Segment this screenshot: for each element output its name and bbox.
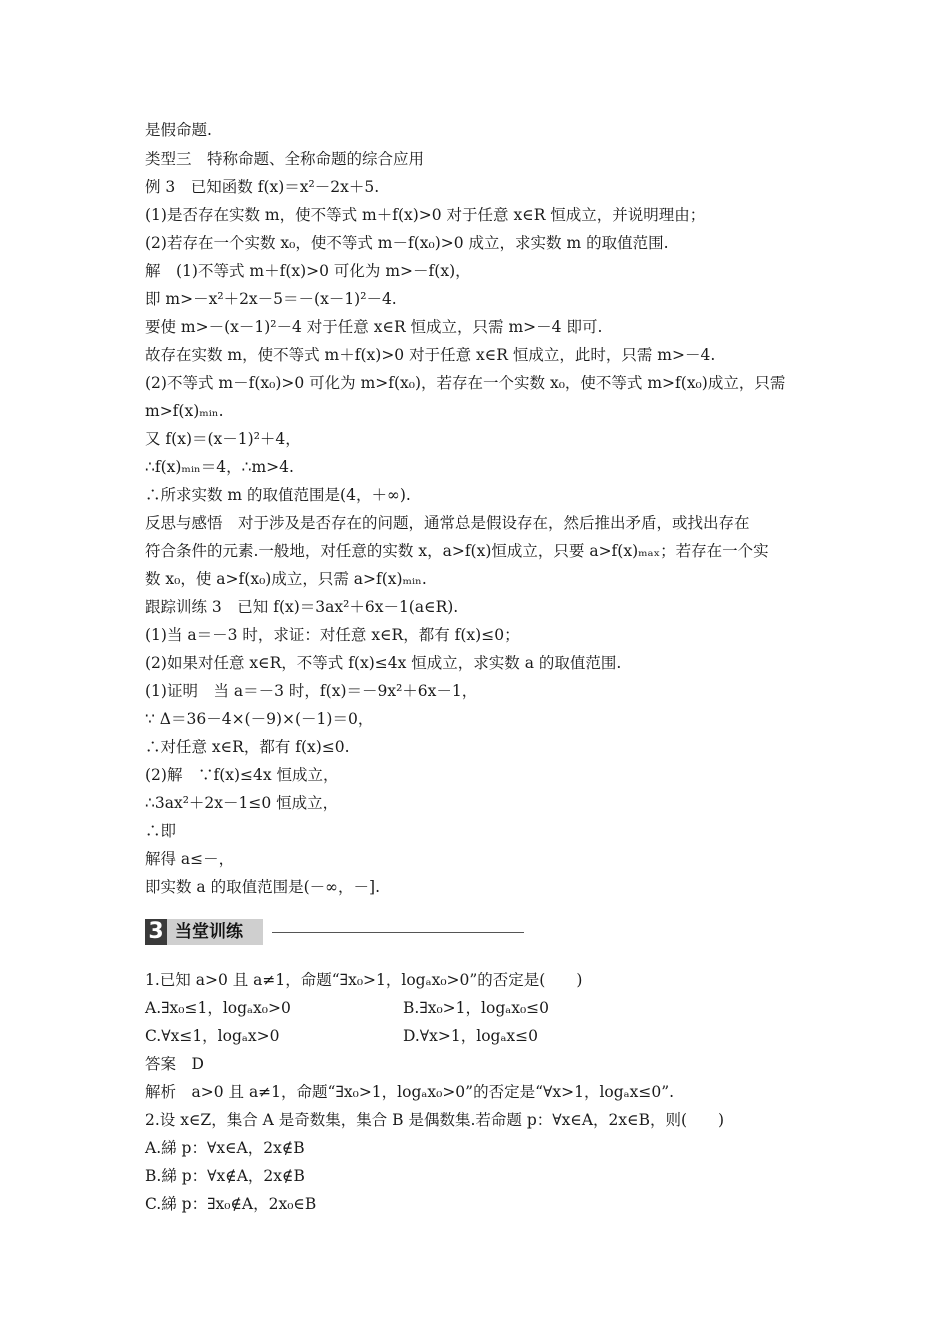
proof-line: ∵ Δ＝36－4×(－9)×(－1)＝0， xyxy=(145,710,374,728)
section-title: 当堂训练 xyxy=(167,919,263,945)
question-1-stem: 1.已知 a>0 且 a≠1，命题“∃x₀>1，logₐx₀>0”的否定是( ) xyxy=(145,971,583,989)
solution-line: 即实数 a 的取值范围是(－∞，－]. xyxy=(145,878,381,896)
solution-line: ∴f(x)ₘᵢₙ＝4，∴m>4. xyxy=(145,458,294,476)
practice-question-2: (2)如果对任意 x∈R，不等式 f(x)≤4x 恒成立，求实数 a 的取值范围. xyxy=(145,654,622,672)
text-line: 是假命题. xyxy=(145,121,212,139)
proof-line: ∴对任意 x∈R，都有 f(x)≤0. xyxy=(145,738,350,756)
solution-line: 即 m>－x²＋2x－5＝－(x－1)²－4. xyxy=(145,290,397,308)
practice-3-title: 跟踪训练 3 已知 f(x)＝3ax²＋6x－1(a∈R). xyxy=(145,598,459,616)
question-2-stem: 2.设 x∈Z，集合 A 是奇数集，集合 B 是偶数集.若命题 p：∀x∈A，2x∈B，则( ) xyxy=(145,1111,725,1129)
solution-line: 要使 m>－(x－1)²－4 对于任意 x∈R 恒成立，只需 m>－4 即可. xyxy=(145,318,603,336)
question-2-option-b: B.綈 p：∀x∉A，2x∉B xyxy=(145,1167,305,1185)
solution-line: 又 f(x)＝(x－1)²＋4， xyxy=(145,430,301,448)
question-1-option-d: D.∀x>1，logₐx≤0 xyxy=(403,1027,539,1045)
question-2-option-c: C.綈 p：∃x₀∉A，2x₀∈B xyxy=(145,1195,317,1213)
example-question-1: (1)是否存在实数 m，使不等式 m＋f(x)>0 对于任意 x∈R 恒成立，并说明理由； xyxy=(145,206,706,224)
reflection-line: 数 x₀，使 a>f(x₀)成立，只需 a>f(x)ₘᵢₙ. xyxy=(145,570,427,588)
solution-line: (2)不等式 m－f(x₀)>0 可化为 m>f(x₀)，若存在一个实数 x₀，使不等式 m>f(x₀)成立，只需 xyxy=(145,374,786,392)
reflection-line: 符合条件的元素.一般地，对任意的实数 x，a>f(x)恒成立，只要 a>f(x)ₘₐₓ；若存在一个实 xyxy=(145,542,769,560)
question-2-option-a: A.綈 p：∀x∈A，2x∉B xyxy=(145,1139,305,1157)
proof-line: (1)证明 当 a＝－3 时，f(x)＝－9x²＋6x－1， xyxy=(145,682,478,700)
solution-line: 解得 a≤－， xyxy=(145,850,235,868)
solution-line: 故存在实数 m，使不等式 m＋f(x)>0 对于任意 x∈R 恒成立，此时，只需 m>－4. xyxy=(145,346,716,364)
section-divider xyxy=(272,932,524,933)
reflection-line: 反思与感悟 对于涉及是否存在的问题，通常总是假设存在，然后推出矛盾，或找出存在 xyxy=(145,514,750,532)
solution-line: m>f(x)ₘᵢₙ. xyxy=(145,402,224,420)
solution-line: ∴即 xyxy=(145,822,177,840)
solution-line: ∴3ax²＋2x－1≤0 恒成立， xyxy=(145,794,339,812)
solution-line: ∴所求实数 m 的取值范围是(4，＋∞). xyxy=(145,486,411,504)
question-1-option-a: A.∃x₀≤1，logₐx₀>0 xyxy=(145,999,291,1017)
example-3-title: 例 3 已知函数 f(x)＝x²－2x＋5. xyxy=(145,178,380,196)
question-1-option-c: C.∀x≤1，logₐx>0 xyxy=(145,1027,280,1045)
question-1-analysis: 解析 a>0 且 a≠1，命题“∃x₀>1，logₐx₀>0”的否定是“∀x>1，logₐx≤0”. xyxy=(145,1083,675,1101)
question-1-answer: 答案 D xyxy=(145,1055,204,1073)
section-heading-type3: 类型三 特称命题、全称命题的综合应用 xyxy=(145,150,425,168)
solution-line: 解 (1)不等式 m＋f(x)>0 可化为 m>－f(x)， xyxy=(145,262,471,280)
practice-question-1: (1)当 a＝－3 时，求证：对任意 x∈R，都有 f(x)≤0； xyxy=(145,626,520,644)
section-number: 3 xyxy=(145,919,167,945)
question-1-option-b: B.∃x₀>1，logₐx₀≤0 xyxy=(403,999,550,1017)
example-question-2: (2)若存在一个实数 x₀，使不等式 m－f(x₀)>0 成立，求实数 m 的取值范围. xyxy=(145,234,669,252)
solution-line: (2)解 ∵f(x)≤4x 恒成立， xyxy=(145,766,339,784)
